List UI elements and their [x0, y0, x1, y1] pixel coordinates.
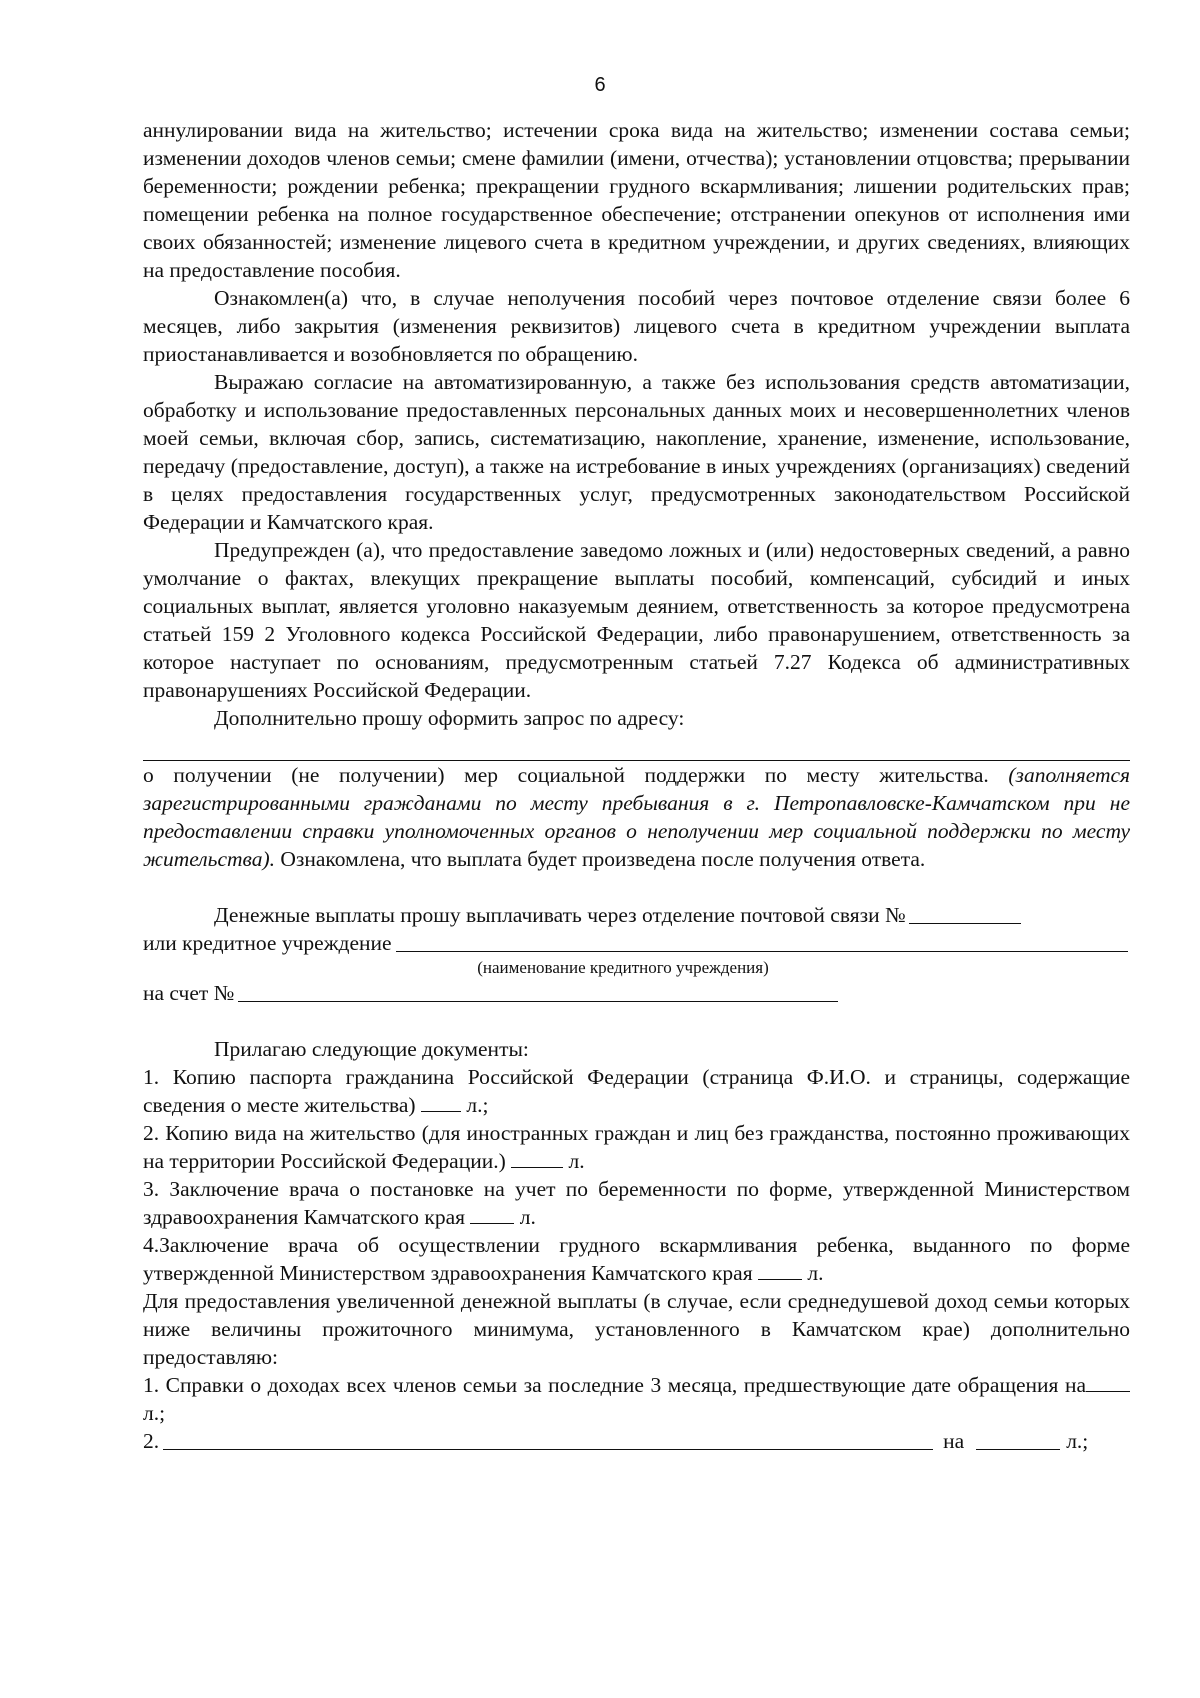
extra-document-item-1: [143, 1371, 1130, 1427]
documents-intro: Прилагаю следующие документы:: [214, 1037, 529, 1061]
request-note-tail: Ознакомлена, что выплата будет произведена после получения ответа.: [274, 847, 926, 871]
extra-document-item-2: [143, 1427, 1130, 1455]
paragraph-payment-suspension: Ознакомлен(а) что, в случае неполучения пособий через почтовое отделение связи более 6 месяцев, либо закрытия (изменения реквизитов) лицевого счета в кредитном учреждении выплата приостанавливается и возобновляется по обращению.: [143, 286, 1130, 366]
paragraph-data-consent: Выражаю согласие на автоматизированную, а также без использования средств автоматизации, обработку и использование предоставленных персональных данных моих и несовершеннолетних членов моей семьи, включая сбор, запись, систематизацию, накопление, хранение, изменение, использование, передачу (предоставление, доступ), а также на истребование в иных учреждениях (организациях) сведений в целях предоставления государственных услуг, предусмотренных законодательством Российской Федерации и Камчатского края.: [143, 370, 1130, 534]
credit-institution-caption: (наименование кредитного учреждения): [477, 958, 769, 977]
extra-document-item-2-on: на: [943, 1429, 965, 1453]
extra-document-item-1-pages-field[interactable]: [1086, 1371, 1130, 1392]
credit-institution-row: [143, 929, 1130, 957]
postal-office-number-field[interactable]: [909, 901, 1021, 924]
account-number-field[interactable]: [238, 979, 838, 1002]
document-item-1-text: 1. Копию паспорта гражданина Российской Федерации (страница Ф.И.О. и страницы, содержащие сведения о месте жительства): [143, 1065, 1130, 1117]
document-item-3-unit: л.: [519, 1205, 536, 1229]
extra-document-item-1-unit: л.;: [143, 1401, 166, 1425]
document-item-2-text: 2. Копию вида на жительство (для иностранных граждан и лиц без гражданства, постоянно проживающих на территории Российской Федерации.): [143, 1121, 1130, 1173]
document-item-1-pages-field[interactable]: [421, 1091, 461, 1112]
document-item-4-text: 4.Заключение врача об осуществлении грудного вскармливания ребенка, выданного по форме утвержденной Министерством здравоохранения Камчатского края: [143, 1233, 1130, 1285]
document-item-4-unit: л.: [807, 1261, 824, 1285]
document-item-3-pages-field[interactable]: [470, 1203, 514, 1224]
postal-office-row: [143, 901, 1130, 929]
postal-office-label: Денежные выплаты прошу выплачивать через отделение почтовой связи №: [214, 903, 906, 927]
extra-document-item-1-text: 1. Справки о доходах всех членов семьи за последние 3 месяца, предшествующие дате обращения на: [143, 1373, 1086, 1397]
paragraph-notification-duties: аннулировании вида на жительство; истечении срока вида на жительство; изменении состава семьи; изменении доходов членов семьи; смене фамилии (имени, отчества); установлении отцовства; прерывании беременности; рождении ребенка; прекращении грудного вскармливания; лишении родительских прав; помещении ребенка на полное государственное обеспечение; отстранении опекунов от исполнения ими своих обязанностей; изменение лицевого счета в кредитном учреждении, и других сведениях, влияющих на предоставление пособия.: [143, 118, 1130, 282]
extra-document-item-2-name-field[interactable]: [163, 1427, 933, 1450]
paragraph-request-note: [143, 761, 1130, 873]
document-item-2: [143, 1119, 1130, 1175]
credit-institution-label: или кредитное учреждение: [143, 931, 392, 955]
document-item-4-pages-field[interactable]: [758, 1259, 802, 1280]
account-number-row: [143, 979, 1130, 1007]
paragraph-liability-warning: Предупрежден (а), что предоставление заведомо ложных и (или) недостоверных сведений, а равно умолчание о фактах, влекущих прекращение выплаты пособий, компенсаций, субсидий и иных социальных выплат, является уголовно наказуемым деянием, ответственность за которое предусмотрена статьей 159 2 Уголовного кодекса Российской Федерации, либо правонарушением, ответственность за которое наступает по основаниям, предусмотренным статьей 7.27 Кодекса об административных правонарушениях Российской Федерации.: [143, 538, 1130, 702]
document-item-2-pages-field[interactable]: [511, 1147, 563, 1168]
paragraph-request-address: Дополнительно прошу оформить запрос по адресу:: [214, 706, 685, 730]
extra-documents-intro: Для предоставления увеличенной денежной выплаты (в случае, если среднедушевой доход семьи которых ниже величины прожиточного минимума, установленного в Камчатском крае) дополнительно предоставляю:: [143, 1289, 1130, 1369]
request-note-plain: о получении (не получении) мер социальной поддержки по месту жительства.: [143, 763, 989, 787]
document-item-4: [143, 1231, 1130, 1287]
request-note-italic: (заполняется зарегистрированными гражданами по месту пребывания в г. Петропавловске-Камчатском при не предоставлении справки уполномоченных органов о неполучении мер социальной поддержки по месту жительства).: [143, 763, 1131, 871]
account-number-label: на счет №: [143, 981, 235, 1005]
extra-document-item-2-number: 2.: [143, 1429, 160, 1453]
document-item-1: [143, 1063, 1130, 1119]
address-field-line[interactable]: [143, 732, 1130, 761]
credit-institution-field[interactable]: [396, 929, 1128, 952]
extra-document-item-2-pages-field[interactable]: [976, 1427, 1060, 1450]
document-item-1-unit: л.;: [466, 1093, 489, 1117]
document-item-3-text: 3. Заключение врача о постановке на учет по беременности по форме, утвержденной Министерством здравоохранения Камчатского края: [143, 1177, 1130, 1229]
document-item-2-unit: л.: [568, 1149, 585, 1173]
document-item-3: [143, 1175, 1130, 1231]
document-body: [143, 116, 1130, 1455]
extra-document-item-2-unit: л.;: [1066, 1429, 1089, 1453]
page-number: 6: [594, 74, 606, 96]
